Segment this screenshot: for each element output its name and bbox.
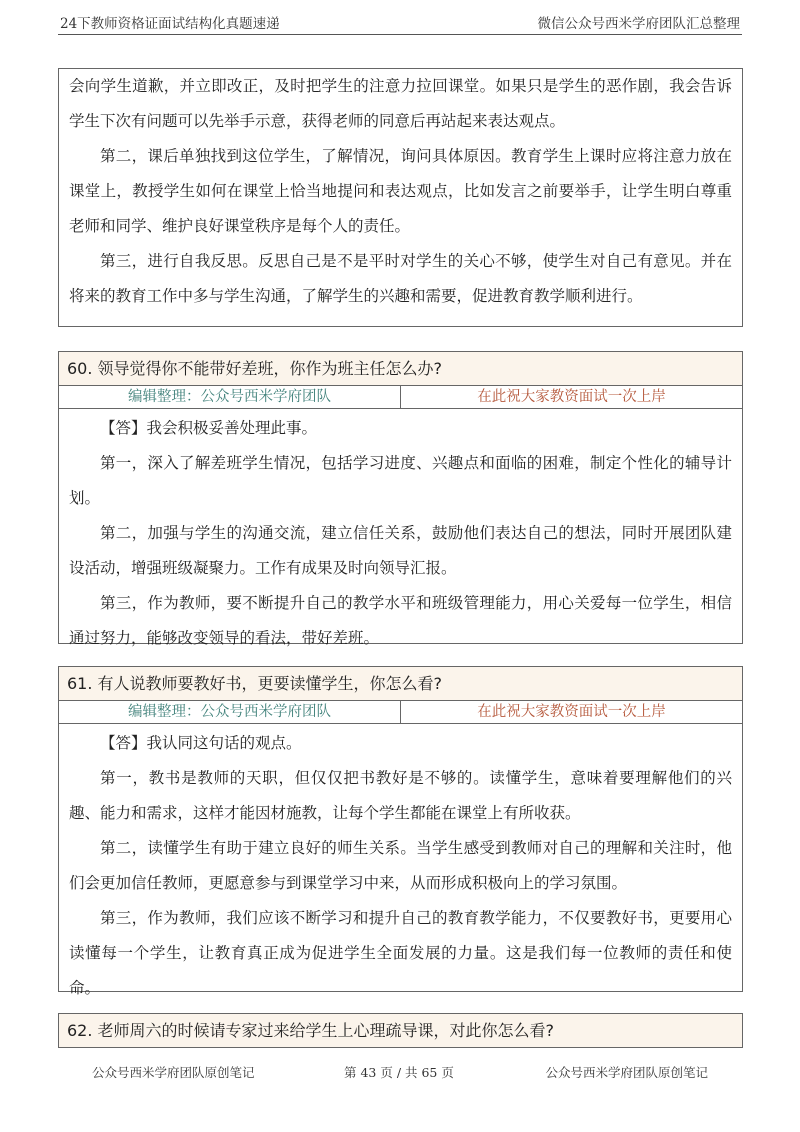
question-title: 60. 领导觉得你不能带好差班，你作为班主任怎么办? <box>59 352 742 386</box>
answer-paragraph: 第三，作为教师，我们应该不断学习和提升自己的教育教学能力，不仅要教好书，更要用心读懂每一个学生，让教育真正成为促进学生全面发展的力量。这是我们每一位教师的责任和使命。 <box>69 909 732 997</box>
question-title: 61. 有人说教师要教好书，更要读懂学生，你怎么看? <box>59 667 742 701</box>
answer-paragraph: 第三，进行自我反思。反思自己是不是平时对学生的关心不够，使学生对自己有意见。并在将来的教育工作中多与学生沟通，了解学生的兴趣和需要，促进教育教学顺利进行。 <box>69 252 732 305</box>
question-card-62 <box>58 1013 743 1048</box>
previous-answer-block <box>58 68 743 327</box>
answer-paragraph: 第二，加强与学生的沟通交流，建立信任关系，鼓励他们表达自己的想法，同时开展团队建设活动，增强班级凝聚力。工作有成果及时向领导汇报。 <box>69 524 732 577</box>
editor-credit: 编辑整理：公众号西米学府团队 <box>59 386 401 408</box>
answer-lead: 【答】我认同这句话的观点。 <box>100 734 302 752</box>
question-meta-row <box>59 701 742 724</box>
question-title: 62. 老师周六的时候请专家过来给学生上心理疏导课，对此你怎么看? <box>59 1014 742 1047</box>
answer-paragraph: 第二，课后单独找到这位学生，了解情况，询问具体原因。教育学生上课时应将注意力放在课堂上，教授学生如何在课堂上恰当地提问和表达观点，比如发言之前要举手，让学生明白尊重老师和同学、维护良好课堂秩序是每个人的责任。 <box>69 147 732 235</box>
footer-left: 公众号西米学府团队原创笔记 <box>92 1065 255 1080</box>
answer-paragraph: 会向学生道歉，并立即改正，及时把学生的注意力拉回课堂。如果只是学生的恶作剧，我会告诉学生下次有问题可以先举手示意，获得老师的同意后再站起来表达观点。 <box>69 77 732 130</box>
footer-right: 公众号西米学府团队原创笔记 <box>545 1065 708 1080</box>
question-card-60 <box>58 351 743 647</box>
answer-body <box>59 724 742 1008</box>
header-left-title: 24下教师资格证面试结构化真题速递 <box>60 16 280 32</box>
answer-paragraph: 第三，作为教师，要不断提升自己的教学水平和班级管理能力，用心关爱每一位学生，相信通过努力，能够改变领导的看法，带好差班。 <box>69 594 732 647</box>
answer-paragraph: 第一，深入了解差班学生情况，包括学习进度、兴趣点和面临的困难，制定个性化的辅导计划。 <box>69 454 732 507</box>
page-header <box>58 8 742 35</box>
question-meta-row <box>59 386 742 409</box>
question-card-61 <box>58 666 743 997</box>
answer-lead: 【答】我会积极妥善处理此事。 <box>100 419 318 437</box>
answer-paragraph: 第二，读懂学生有助于建立良好的师生关系。当学生感受到教师对自己的理解和关注时，他们会更加信任教师，更愿意参与到课堂学习中来，从而形成积极向上的学习氛围。 <box>69 839 732 892</box>
answer-paragraph: 第一，教书是教师的天职，但仅仅把书教好是不够的。读懂学生，意味着要理解他们的兴趣、能力和需求，这样才能因材施教，让每个学生都能在课堂上有所收获。 <box>69 769 732 822</box>
wish-text: 在此祝大家教资面试一次上岸 <box>477 389 666 405</box>
editor-credit: 编辑整理：公众号西米学府团队 <box>59 701 401 723</box>
wish-text: 在此祝大家教资面试一次上岸 <box>477 704 666 720</box>
page-number: 第 43 页 / 共 65 页 <box>344 1065 454 1080</box>
answer-body <box>59 409 742 658</box>
header-right-title: 微信公众号西米学府团队汇总整理 <box>537 16 740 32</box>
